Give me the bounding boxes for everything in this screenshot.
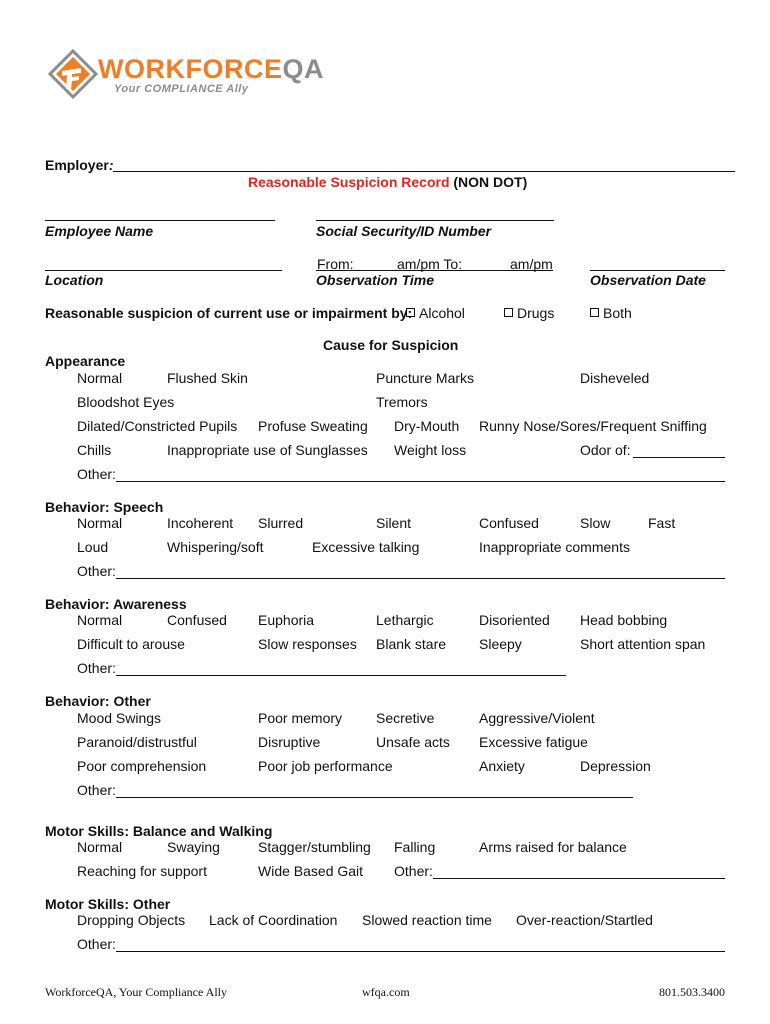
speech-fast: Fast <box>648 515 676 531</box>
speech-confused: Confused <box>479 515 539 531</box>
logo-icon <box>48 49 98 99</box>
behavior-excessive-fatigue: Excessive fatigue <box>479 734 588 750</box>
speech-inappropriate-comments: Inappropriate comments <box>479 539 630 555</box>
ssn-field[interactable] <box>316 220 554 221</box>
appearance-sunglasses: Inappropriate use of Sunglasses <box>167 442 368 458</box>
behavior-other-field[interactable] <box>116 797 633 798</box>
awareness-disoriented: Disoriented <box>479 612 550 628</box>
appearance-flushed-skin: Flushed Skin <box>167 370 248 386</box>
awareness-normal: Normal <box>77 612 123 628</box>
motor-other-field[interactable] <box>433 878 725 879</box>
motor-wide-gait: Wide Based Gait <box>258 863 364 879</box>
appearance-puncture-marks: Puncture Marks <box>376 370 475 386</box>
speech-loud: Loud <box>77 539 109 555</box>
speech-slow: Slow <box>580 515 611 531</box>
motor-over-reaction: Over-reaction/Startled <box>516 912 653 928</box>
motor-other-label: Other: <box>394 863 433 879</box>
ssn-label: Social Security/ID Number <box>316 223 492 239</box>
speech-silent: Silent <box>376 515 412 531</box>
speech-incoherent: Incoherent <box>167 515 234 531</box>
drugs-option[interactable]: Drugs <box>503 305 554 321</box>
footer-website: wfqa.com <box>362 985 410 999</box>
motor-arms-raised: Arms raised for balance <box>479 839 627 855</box>
appearance-tremors: Tremors <box>376 394 428 410</box>
awareness-euphoria: Euphoria <box>258 612 315 628</box>
logo-tagline: Your COMPLIANCE Ally <box>114 83 249 95</box>
awareness-slow-responses: Slow responses <box>258 636 357 652</box>
motor-other-heading: Motor Skills: Other <box>45 896 171 912</box>
ampm-label: am/pm <box>510 256 553 272</box>
drugs-checkbox[interactable] <box>504 308 513 317</box>
motor-slowed-reaction: Slowed reaction time <box>362 912 492 928</box>
appearance-other-label: Other: <box>77 466 116 482</box>
behavior-unsafe-acts: Unsafe acts <box>376 734 450 750</box>
behavior-mood-swings: Mood Swings <box>77 710 162 726</box>
other-behavior-heading: Behavior: Other <box>45 693 151 709</box>
behavior-secretive: Secretive <box>376 710 435 726</box>
motor-stagger: Stagger/stumbling <box>258 839 371 855</box>
speech-heading: Behavior: Speech <box>45 499 164 515</box>
behavior-poor-job-performance: Poor job performance <box>258 758 393 774</box>
appearance-dry-mouth: Dry-Mouth <box>394 418 460 434</box>
motor-other2-field[interactable] <box>116 951 725 952</box>
behavior-anxiety: Anxiety <box>479 758 525 774</box>
speech-whispering: Whispering/soft <box>167 539 264 555</box>
motor-other2-label: Other: <box>77 936 116 952</box>
behavior-disruptive: Disruptive <box>258 734 321 750</box>
speech-other-field[interactable] <box>116 578 725 579</box>
odor-field[interactable] <box>633 457 725 458</box>
behavior-poor-memory: Poor memory <box>258 710 343 726</box>
awareness-sleepy: Sleepy <box>479 636 522 652</box>
behavior-aggressive: Aggressive/Violent <box>479 710 595 726</box>
location-label: Location <box>45 272 104 288</box>
appearance-heading: Appearance <box>45 353 126 369</box>
awareness-head-bobbing: Head bobbing <box>580 612 668 628</box>
awareness-other-label: Other: <box>77 660 116 676</box>
cause-heading: Cause for Suspicion <box>323 337 459 353</box>
motor-lack-coordination: Lack of Coordination <box>209 912 338 928</box>
appearance-runny-nose: Runny Nose/Sores/Frequent Sniffing <box>479 418 707 434</box>
speech-other-label: Other: <box>77 563 116 579</box>
appearance-pupils: Dilated/Constricted Pupils <box>77 418 238 434</box>
form-title: Reasonable Suspicion Record (NON DOT) <box>248 174 528 190</box>
awareness-difficult-arouse: Difficult to arouse <box>77 636 185 652</box>
location-field[interactable] <box>45 270 282 271</box>
both-checkbox[interactable] <box>590 308 599 317</box>
appearance-bloodshot-eyes: Bloodshot Eyes <box>77 394 175 410</box>
motor-reaching-support: Reaching for support <box>77 863 207 879</box>
awareness-other-field[interactable] <box>116 675 566 676</box>
awareness-heading: Behavior: Awareness <box>45 596 187 612</box>
behavior-depression: Depression <box>580 758 651 774</box>
awareness-short-attention: Short attention span <box>580 636 706 652</box>
employee-name-field[interactable] <box>45 220 275 221</box>
observation-date-field[interactable] <box>590 270 725 271</box>
motor-normal: Normal <box>77 839 123 855</box>
logo <box>48 48 324 100</box>
reasonable-suspicion-label: Reasonable suspicion of current use or impairment by: <box>45 305 413 321</box>
from-label: From: <box>317 256 354 272</box>
both-option[interactable]: Both <box>589 305 632 321</box>
motor-swaying: Swaying <box>167 839 220 855</box>
logo-brand: WORKFORCEQA <box>98 54 324 84</box>
observation-date-label: Observation Date <box>590 272 706 288</box>
awareness-confused: Confused <box>167 612 227 628</box>
speech-excessive-talking: Excessive talking <box>312 539 420 555</box>
behavior-other-label: Other: <box>77 782 116 798</box>
employer-field[interactable] <box>113 171 735 172</box>
observation-time-field[interactable] <box>316 270 553 271</box>
speech-normal: Normal <box>77 515 123 531</box>
appearance-chills: Chills <box>77 442 112 458</box>
alcohol-option[interactable]: Alcohol <box>405 305 465 321</box>
appearance-disheveled: Disheveled <box>580 370 650 386</box>
footer-phone: 801.503.3400 <box>659 985 725 999</box>
motor-falling: Falling <box>394 839 436 855</box>
speech-slurred: Slurred <box>258 515 304 531</box>
appearance-odor-label: Odor of: <box>580 442 631 458</box>
motor-dropping-objects: Dropping Objects <box>77 912 186 928</box>
ampm-to-label: am/pm To: <box>397 256 463 272</box>
appearance-normal: Normal <box>77 370 123 386</box>
employer-label: Employer: <box>45 157 114 173</box>
appearance-other-field[interactable] <box>116 481 725 482</box>
appearance-sweating: Profuse Sweating <box>258 418 368 434</box>
footer-company: WorkforceQA, Your Compliance Ally <box>45 985 228 999</box>
alcohol-checkbox[interactable] <box>406 308 415 317</box>
observation-time-label: Observation Time <box>316 272 435 288</box>
behavior-poor-comprehension: Poor comprehension <box>77 758 207 774</box>
behavior-paranoid: Paranoid/distrustful <box>77 734 197 750</box>
awareness-lethargic: Lethargic <box>376 612 434 628</box>
motor-balance-heading: Motor Skills: Balance and Walking <box>45 823 273 839</box>
employee-name-label: Employee Name <box>45 223 154 239</box>
appearance-weight-loss: Weight loss <box>394 442 467 458</box>
awareness-blank-stare: Blank stare <box>376 636 447 652</box>
